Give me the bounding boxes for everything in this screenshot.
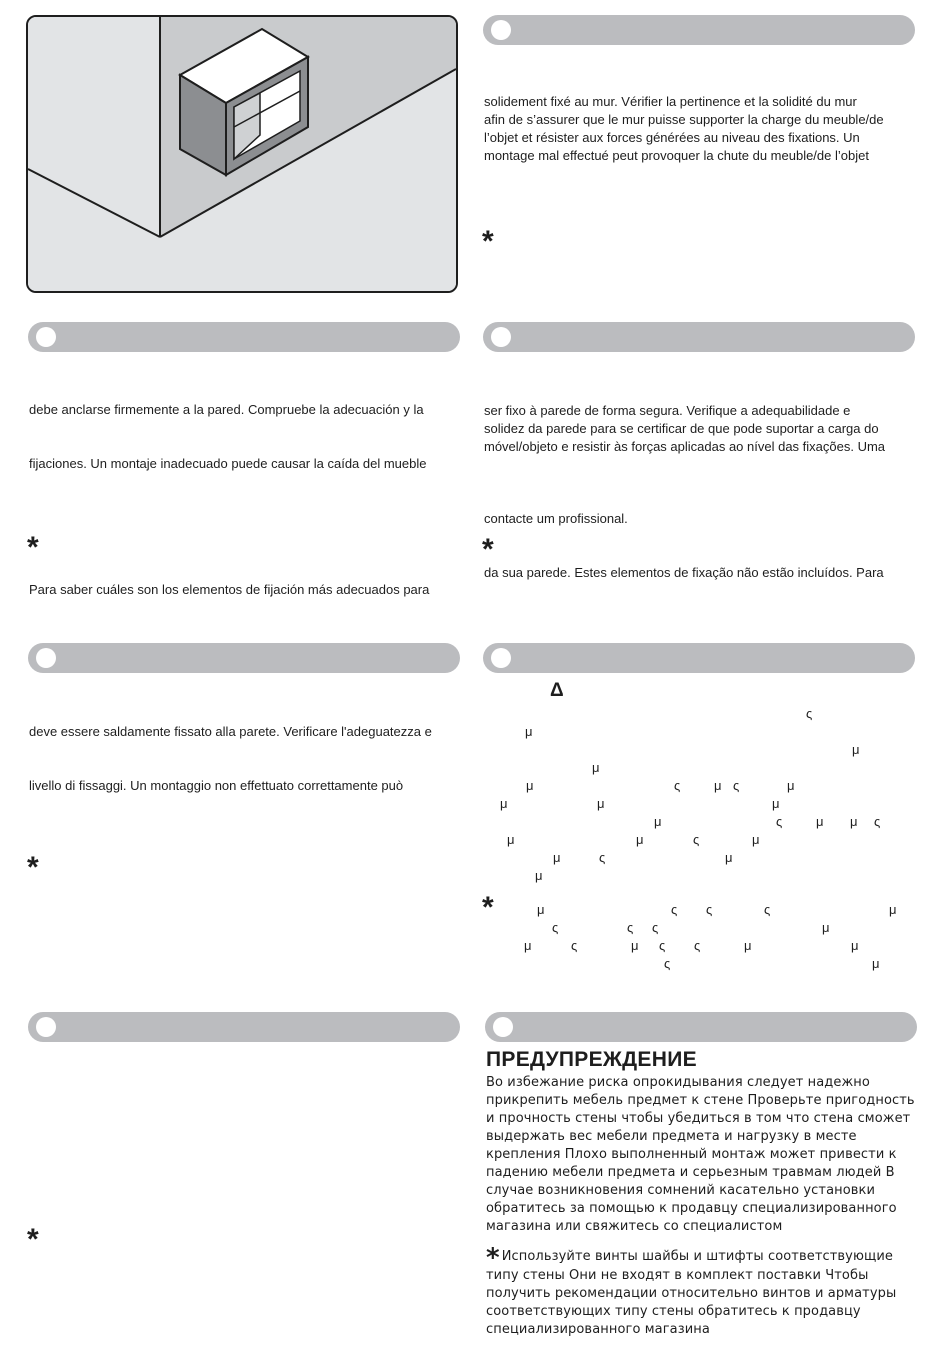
- pt-text-line: ser fixo à parede de forma segura. Verifique a adequabilidade e: [484, 403, 851, 418]
- el-glyph: ς: [694, 938, 701, 953]
- el-glyph: μ: [537, 902, 545, 917]
- bullet-dot: [493, 1017, 513, 1037]
- el-glyph: μ: [535, 868, 543, 883]
- el-glyph: μ: [822, 920, 830, 935]
- el-glyph: ς: [659, 938, 666, 953]
- ru-note: [486, 1243, 916, 1339]
- el-glyph: ς: [671, 902, 678, 917]
- el-glyph: ς: [776, 814, 783, 829]
- el-glyph: ς: [674, 778, 681, 793]
- asterisk-note-marker: *: [482, 891, 494, 924]
- es-text-line: debe anclarse firmemente a la pared. Compruebe la adecuación y la: [29, 402, 424, 417]
- el-glyph: μ: [752, 832, 760, 847]
- pt-text-line: solidez da parede para se certificar de que pode suportar a carga do: [484, 421, 879, 436]
- el-glyph: μ: [636, 832, 644, 847]
- ru-warning-text: Во избежание риска опрокидывания следует надежно прикрепить мебель предмет к стене Проверьте пригодность и прочность стены чтобы убедиться в том что стена сможет выдержать вес мебели предмета и нагрузку в месте крепления Плохо выполненный монтаж может привести к падению мебели предмета и серьезным травмам людей В случае возникновения сомнений касательно установки обратитесь за помощью к продавцу специализированного магазина или свяжитесь со специалистом: [486, 1075, 915, 1234]
- el-glyph: μ: [852, 742, 860, 757]
- el-glyph: μ: [772, 796, 780, 811]
- el-glyph: μ: [816, 814, 824, 829]
- wall-cabinet-illustration: [26, 15, 458, 293]
- el-glyph: μ: [654, 814, 662, 829]
- el-glyph: μ: [631, 938, 639, 953]
- el-glyph: ς: [571, 938, 578, 953]
- section-header-bar-ru: [485, 1012, 917, 1042]
- el-glyph: ς: [874, 814, 881, 829]
- pt-text-line: da sua parede. Estes elementos de fixação não estão incluídos. Para: [484, 565, 884, 580]
- section-header-bar-pt: [483, 322, 915, 352]
- el-glyph: μ: [597, 796, 605, 811]
- section-header-bar-es: [28, 322, 460, 352]
- ru-warning-title: ПРЕДУПРЕЖДЕНИЕ: [486, 1048, 697, 1071]
- el-title: Δ: [550, 680, 564, 701]
- section-header-bar-it: [28, 643, 460, 673]
- pt-text-line: contacte um profissional.: [484, 511, 628, 526]
- el-glyph: μ: [507, 832, 515, 847]
- el-glyph: μ: [725, 850, 733, 865]
- section-header-bar-fr: [483, 15, 915, 45]
- el-glyph: ς: [664, 956, 671, 971]
- section-header-bar-el: [483, 643, 915, 673]
- el-glyph: ς: [552, 920, 559, 935]
- el-glyph: μ: [525, 724, 533, 739]
- el-glyph: ς: [693, 832, 700, 847]
- asterisk-note-marker: *: [27, 851, 39, 884]
- el-glyph: μ: [526, 778, 534, 793]
- el-glyph: ς: [652, 920, 659, 935]
- es-text-line: fijaciones. Un montaje inadecuado puede causar la caída del mueble: [29, 456, 427, 471]
- section-header-bar-blank: [28, 1012, 460, 1042]
- el-glyph: μ: [553, 850, 561, 865]
- it-text-line: deve essere saldamente fissato alla parete. Verificare l'adeguatezza e: [29, 724, 432, 739]
- el-glyph: μ: [714, 778, 722, 793]
- el-glyph: μ: [872, 956, 880, 971]
- bullet-dot: [36, 648, 56, 668]
- el-glyph: ς: [627, 920, 634, 935]
- wall-mounted-box-drawing: [28, 17, 456, 291]
- el-glyph: μ: [744, 938, 752, 953]
- fr-text-line: montage mal effectué peut provoquer la chute du meuble/de l’objet: [484, 148, 869, 163]
- ru-note-text: Используйте винты шайбы и штифты соответствующие типу стены Они не входят в комплект поставки Чтобы получить рекомендации относительно винтов и арматуры соответствующих типу стены обратитесь к продавцу специализированного магазина: [486, 1249, 897, 1337]
- pt-text-line: móvel/objeto e resistir às forças aplicadas ao nível das fixações. Uma: [484, 439, 886, 454]
- it-text-line: livello di fissaggi. Un montaggio non effettuato correttamente può: [29, 778, 404, 793]
- el-glyph: μ: [500, 796, 508, 811]
- el-glyph: μ: [889, 902, 897, 917]
- bullet-dot: [36, 327, 56, 347]
- el-glyph: μ: [850, 814, 858, 829]
- bullet-dot: [491, 327, 511, 347]
- el-glyph: ς: [733, 778, 740, 793]
- asterisk-note-marker: *: [482, 533, 494, 566]
- asterisk-note-marker: *: [486, 1243, 500, 1273]
- bullet-dot: [491, 20, 511, 40]
- bullet-dot: [491, 648, 511, 668]
- es-text-line: Para saber cuáles son los elementos de fijación más adecuados para: [29, 582, 430, 597]
- fr-text-line: l’objet et résister aux forces générées au niveau des fixations. Un: [484, 130, 860, 145]
- el-glyph: ς: [599, 850, 606, 865]
- el-glyph: μ: [787, 778, 795, 793]
- el-glyph: ς: [764, 902, 771, 917]
- asterisk-note-marker: *: [482, 225, 494, 258]
- asterisk-note-marker: *: [27, 531, 39, 564]
- el-glyph: μ: [592, 760, 600, 775]
- el-glyph: ς: [806, 706, 813, 721]
- el-glyph: μ: [851, 938, 859, 953]
- bullet-dot: [36, 1017, 56, 1037]
- asterisk-note-marker: *: [27, 1223, 39, 1256]
- fr-text-line: afin de s’assurer que le mur puisse supporter la charge du meuble/de: [484, 112, 884, 127]
- el-glyph: ς: [706, 902, 713, 917]
- el-glyph: μ: [524, 938, 532, 953]
- fr-text-line: solidement fixé au mur. Vérifier la pertinence et la solidité du mur: [484, 94, 857, 109]
